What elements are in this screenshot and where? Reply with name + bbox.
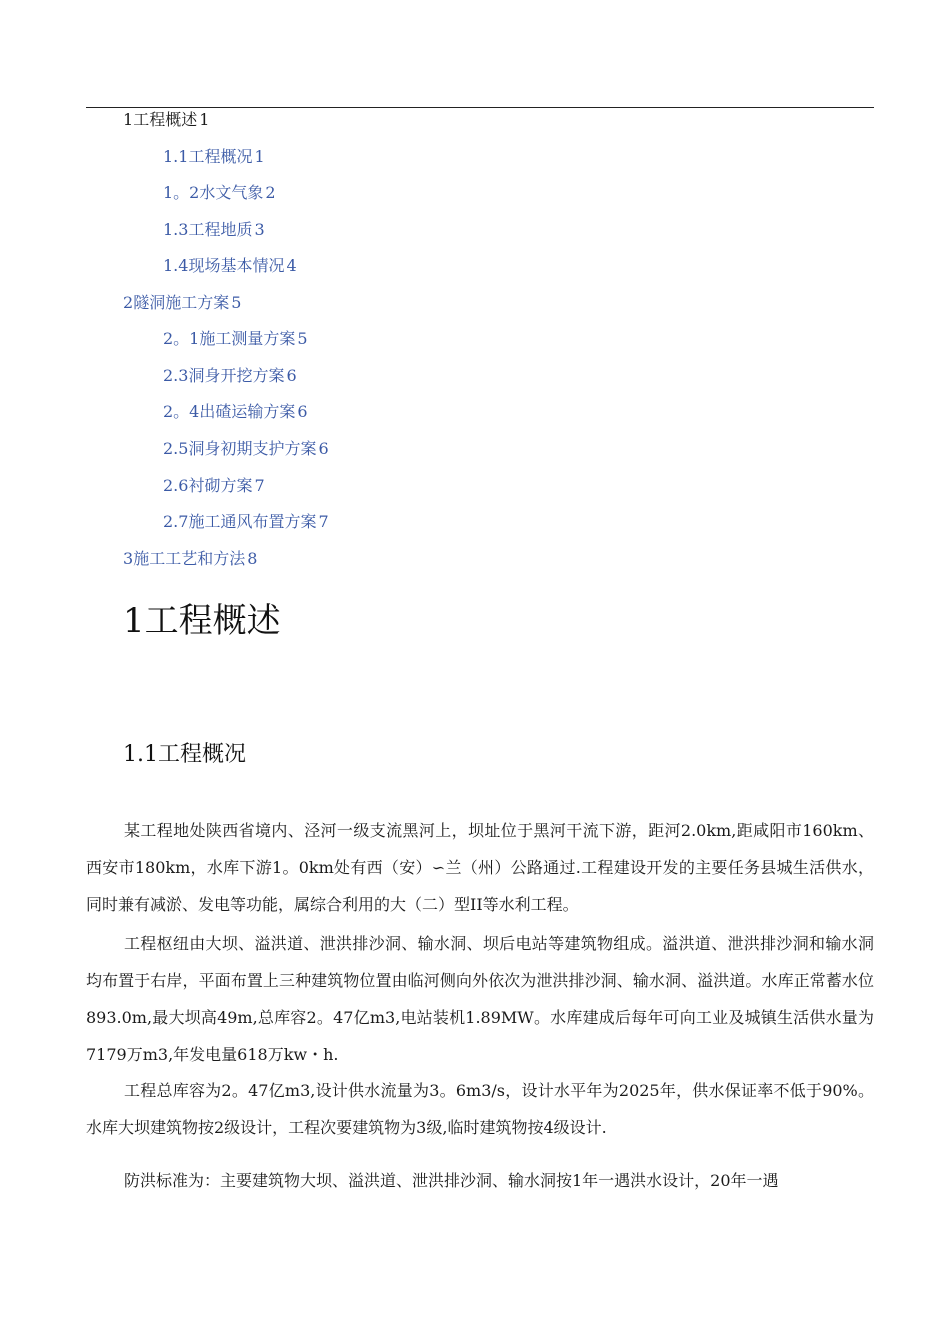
toc-number: 2。4 [163,402,200,421]
section-heading: 1.1工程概况 [123,742,246,767]
toc-page: 2 [265,183,276,202]
toc-number: 1.3 [163,220,189,239]
toc-entry-2-6[interactable] [163,476,265,496]
toc-title: 现场基本情况 [188,256,285,275]
body-paragraph-2: 工程枢纽由大坝、溢洪道、泄洪排沙洞、输水洞、坝后电站等建筑物组成。溢洪道、泄洪排沙洞和输水洞均布置于右岸，平面布置上三种建筑物位置由临河侧向外依次为泄洪排沙洞、输水洞、溢洪道。水库正常蓄水位893.0m,最大坝高49m,总库容2。47亿m3,电站装机1.89MW。水库建成后每年可向工业及城镇生活供水量为7179万m3,年发电量618万kw・h. [86,934,874,1064]
toc-page: 5 [297,329,308,348]
toc-entry-1-1[interactable] [163,147,265,167]
toc-page: 5 [231,293,242,312]
toc-title: 洞身初期支护方案 [188,439,317,458]
toc-page: 3 [254,220,265,239]
toc-page: 7 [254,476,265,495]
toc-page: 4 [286,256,297,275]
toc-title: 工程概述 [133,110,198,129]
toc-title: 工程地质 [188,220,253,239]
toc-title: 施工测量方案 [199,329,296,348]
toc-title: 洞身开挖方案 [188,366,285,385]
toc-number: 1 [123,110,134,129]
toc-title: 施工工艺和方法 [133,549,246,568]
toc-page: 1 [254,147,265,166]
toc-number: 2。1 [163,329,200,348]
toc-entry-1-4[interactable] [163,256,297,276]
toc-title: 隧洞施工方案 [133,293,230,312]
toc-entry-2-7[interactable] [163,512,329,532]
toc-number: 3 [123,549,134,568]
toc-number: 2.7 [163,512,189,531]
toc-entry-1[interactable] [123,110,209,130]
toc-number: 1.4 [163,256,189,275]
toc-page: 6 [286,366,297,385]
toc-number: 1。2 [163,183,200,202]
toc-number: 2.5 [163,439,189,458]
toc-entry-2-4[interactable] [163,402,308,422]
toc-entry-2-5[interactable] [163,439,329,459]
toc-entry-2[interactable] [123,293,241,313]
toc-page: 6 [318,439,329,458]
toc-title: 工程概况 [188,147,253,166]
toc-number: 2.3 [163,366,189,385]
toc-entry-2-3[interactable] [163,366,297,386]
toc-number: 1.1 [163,147,189,166]
toc-entry-3[interactable] [123,549,257,569]
toc-page: 8 [247,549,258,568]
toc-entry-2-1[interactable] [163,329,308,349]
toc-page: 7 [318,512,329,531]
toc-title: 水文气象 [199,183,264,202]
body-paragraph-4: 防洪标准为：主要建筑物大坝、溢洪道、泄洪排沙洞、输水洞按1年一遇洪水设计，20年一遇 [124,1171,779,1190]
toc-entry-1-3[interactable] [163,220,265,240]
toc-page: 1 [199,110,210,129]
body-paragraph-1: 某工程地处陕西省境内、泾河一级支流黑河上，坝址位于黑河干流下游，距河2.0km,距咸阳市160km、西安市180km，水库下游1。0km处有西（安）∽兰（州）公路通过.工程建设开发的主要任务县城生活供水，同时兼有减淤、发电等功能，属综合利用的大（二）型II等水利工程。 [86,821,874,914]
toc-number: 2.6 [163,476,189,495]
toc-page: 6 [297,402,308,421]
toc-number: 2 [123,293,134,312]
toc-title: 施工通风布置方案 [188,512,317,531]
header-rule [86,107,874,108]
toc-entry-1-2[interactable] [163,183,276,203]
chapter-heading: 1工程概述 [123,601,281,641]
body-paragraph-3: 工程总库容为2。47亿m3,设计供水流量为3。6m3/s，设计水平年为2025年，供水保证率不低于90%。水库大坝建筑物按2级设计，工程次要建筑物为3级,临时建筑物按4级设计. [86,1081,874,1137]
toc-title: 出碴运输方案 [199,402,296,421]
toc-title: 衬砌方案 [188,476,253,495]
